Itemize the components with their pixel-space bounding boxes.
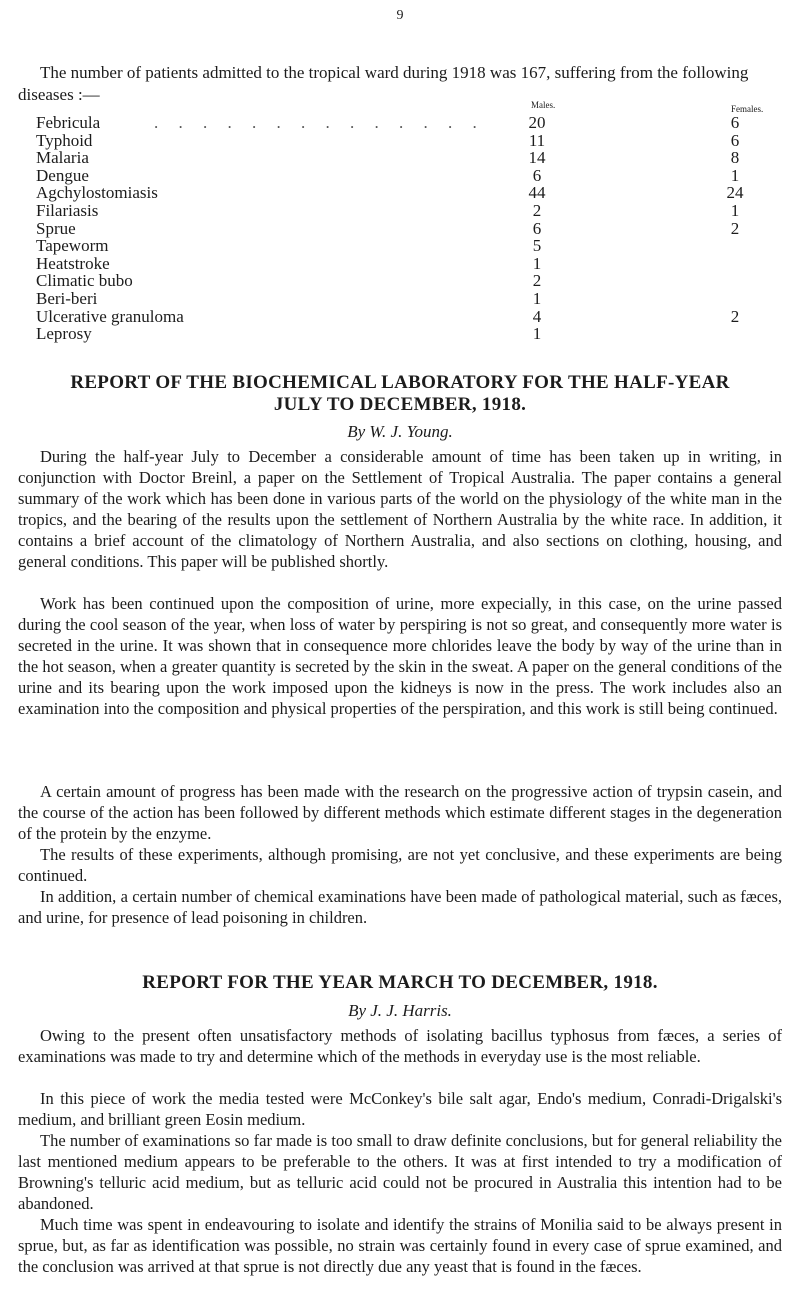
intro-text: The number of patients admitted to the tropical ward during 1918 was 167, suffering from the following diseases :— bbox=[18, 63, 749, 104]
disease-name: Dengue bbox=[36, 165, 89, 185]
males-count: 5 bbox=[532, 236, 542, 256]
report2-title: REPORT FOR THE YEAR MARCH TO DECEMBER, 1918. bbox=[142, 972, 658, 993]
males-count: 1 bbox=[532, 288, 542, 308]
females-count: 2 bbox=[730, 306, 740, 326]
disease-name: Leprosy bbox=[36, 324, 92, 344]
table-row bbox=[36, 255, 776, 273]
table-row bbox=[36, 325, 776, 343]
page-number: 9 bbox=[396, 8, 404, 23]
males-column-header: Males. bbox=[531, 100, 556, 110]
females-column-header: Females. bbox=[731, 104, 764, 114]
disease-name: Ulcerative granuloma bbox=[36, 306, 184, 326]
table-row bbox=[36, 149, 776, 167]
report1-paragraph: The results of these experiments, although promising, are not yet conclusive, and these experiments are being continued. bbox=[18, 845, 782, 885]
females-count: 2 bbox=[730, 218, 740, 238]
report1-byline: By W. J. Young. bbox=[347, 422, 453, 441]
disease-table bbox=[36, 114, 776, 343]
table-row bbox=[36, 220, 776, 238]
report2-paragraph: Much time was spent in endeavouring to isolate and identify the strains of Monilia said to be always present in sprue, but, as far as identification was possible, no strain was certainly found in every case of sprue examined, and the conclusion was arrived at that sprue is not directly due any yeast that is found in the fæces. bbox=[18, 1215, 782, 1276]
report1-title-line1: REPORT OF THE BIOCHEMICAL LABORATORY FOR THE HALF-YEAR bbox=[70, 372, 730, 393]
table-row bbox=[36, 272, 776, 290]
report1-paragraph: A certain amount of progress has been made with the research on the progressive action of trypsin casein, and the course of the action has been followed by different methods which estimate different stages in the degeneration of the protein by the enzyme. bbox=[18, 782, 782, 843]
report2-paragraph: Owing to the present often unsatisfactory methods of isolating bacillus typhosus from fæces, a series of examinations was made to try and determine which of the methods in everyday use is the most reliable. bbox=[18, 1026, 782, 1066]
table-row bbox=[36, 237, 776, 255]
females-count: 1 bbox=[730, 200, 740, 220]
males-count: 44 bbox=[528, 183, 546, 203]
females-count: 24 bbox=[726, 183, 744, 203]
males-count: 1 bbox=[532, 253, 542, 273]
males-count: 20 bbox=[528, 113, 546, 132]
disease-name: Heatstroke bbox=[36, 253, 110, 273]
report2-paragraph: The number of examinations so far made is too small to draw definite conclusions, but for general reliability the last mentioned medium appears to be preferable to the others. It was at first intended to try a modification of Browning's telluric acid medium, but as telluric acid could not be procured in Australia this intention had to be abandoned. bbox=[18, 1131, 782, 1213]
males-count: 4 bbox=[532, 306, 542, 326]
table-row: Febricula . . . . . . . . . . . . . . 20 6 bbox=[36, 114, 776, 132]
disease-name: Tapeworm bbox=[36, 236, 109, 256]
males-count: 2 bbox=[532, 200, 542, 220]
females-count: 8 bbox=[730, 148, 740, 168]
females-count: 1 bbox=[730, 165, 740, 185]
males-count: 1 bbox=[532, 324, 542, 344]
disease-name: Climatic bubo bbox=[36, 271, 133, 291]
report1-title-line2: JULY TO DECEMBER, 1918. bbox=[273, 394, 527, 415]
females-count: 6 bbox=[730, 130, 740, 150]
table-row bbox=[36, 184, 776, 202]
disease-name: Filariasis bbox=[36, 200, 99, 220]
males-count: 6 bbox=[532, 218, 542, 238]
report1-paragraph: Work has been continued upon the composition of urine, more expecially, in this case, on the urine passed during the cool season of the year, when loss of water by perspiring is not so great, and consequently more water is secreted in the urine. It was shown that in consequence more chlorides leave the body by way of the urine than in the hot season, when a greater quantity is secreted by the skin in the sweat. A paper on the general conditions of the urine and its bearing upon the work imposed upon the kidneys is now in the press. The work includes also an examination into the composition and physical properties of the perspiration, and this work is still being continued. bbox=[18, 594, 782, 718]
females-count: 6 bbox=[730, 113, 740, 132]
disease-name: Malaria bbox=[36, 148, 89, 168]
males-count: 11 bbox=[528, 130, 546, 150]
males-count: 6 bbox=[532, 165, 542, 185]
disease-name: Sprue bbox=[36, 218, 76, 238]
disease-name: Agchylostomiasis bbox=[36, 183, 158, 203]
report1-paragraph: During the half-year July to December a considerable amount of time has been taken up in writing, in conjunction with Doctor Breinl, a paper on the Settlement of Tropical Australia. The paper contains a general summary of the work which has been done in various parts of the world on the physiology of the white man in the tropics, and the bearing of the results upon the settlement of Northern Australia by the white race. In addition, it contains a brief account of the climatology of Northern Australia, and also sections on clothing, housing, and general conditions. This paper will be published shortly. bbox=[18, 447, 782, 571]
disease-name: Febricula bbox=[36, 113, 101, 132]
report1-paragraph: In addition, a certain number of chemical examinations have been made of pathological material, such as fæces, and urine, for presence of lead poisoning in children. bbox=[18, 887, 782, 927]
males-count: 2 bbox=[532, 271, 542, 291]
table-row bbox=[36, 290, 776, 308]
disease-name: Beri-beri bbox=[36, 288, 98, 308]
disease-name: Typhoid bbox=[36, 130, 93, 150]
males-count: 14 bbox=[528, 148, 546, 168]
report2-byline: By J. J. Harris. bbox=[348, 1001, 452, 1020]
table-row bbox=[36, 202, 776, 220]
table-row bbox=[36, 308, 776, 326]
table-row bbox=[36, 167, 776, 185]
report2-paragraph: In this piece of work the media tested were McConkey's bile salt agar, Endo's medium, Conradi-Drigalski's medium, and brilliant green Eosin medium. bbox=[18, 1089, 782, 1129]
table-row bbox=[36, 132, 776, 150]
